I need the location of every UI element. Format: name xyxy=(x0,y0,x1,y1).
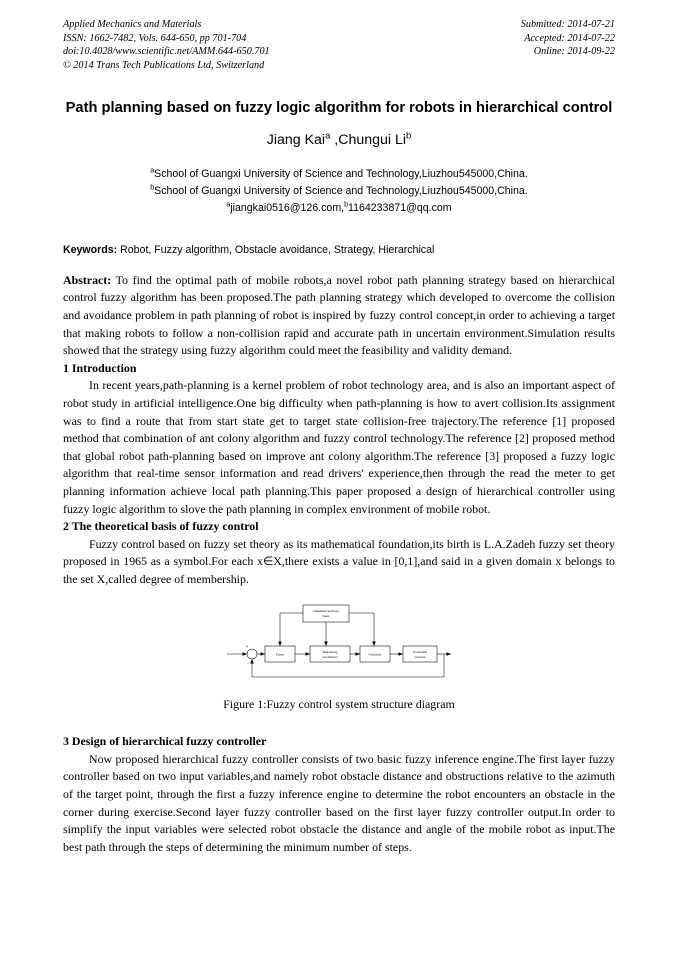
affiliation-sup-a: a xyxy=(150,167,155,175)
block-label-precision: Precision xyxy=(368,652,382,657)
email-address-1: jiangkai0516@126.com, xyxy=(230,202,345,215)
email-sup-a: a xyxy=(226,201,231,209)
author-sup-1: a xyxy=(325,130,331,141)
journal-header xyxy=(63,18,615,72)
email-sup-b: b xyxy=(344,201,348,209)
block-label-reasoning-1: Reasoning xyxy=(322,649,338,654)
author-name-2: Chungui Li xyxy=(338,132,407,149)
affiliation-sup-b: b xyxy=(150,184,155,192)
journal-name: Applied Mechanics and Materials xyxy=(63,19,202,30)
abstract-label: Abstract: xyxy=(63,272,112,287)
author-list xyxy=(63,131,615,149)
email-address-2: 1164233871@qq.com xyxy=(347,202,452,215)
date-accepted: Accepted: 2014-07-22 xyxy=(524,32,615,44)
block-label-database-1: Database and rule xyxy=(313,608,339,613)
figure-caption: Figure 1:Fuzzy control system structure diagram xyxy=(223,696,455,711)
affiliation-list xyxy=(63,166,615,199)
keywords-line xyxy=(63,243,615,258)
sign-plus: + xyxy=(245,643,249,649)
summing-junction xyxy=(247,649,257,659)
section-body-1: In recent years,path-planning is a kernel problem of robot technology area, and is also an important aspect of robot study in artificial intelligence.One big difficulty when path-planning is how to avert collision.Its assignment was to find a route that from start state get to target state collision-free trajectory.The reference [1] proposed method that combination of ant colony algorithm and fuzzy control technology.The reference [2] proposed method that global robot path-planning based on improve ant colony algorithm.The reference [3] proposed a fuzzy logic algorithm that real-time sensor information and read drivers' experience,then through the read the meter to get planning information achieve local path planning.This paper proposed a design of hierarchical controller using fuzzy logic algorithm to slove the path planning in complex environment of mobile robot. xyxy=(63,378,615,516)
section-heading-3: 3 Design of hierarchical fuzzy controller xyxy=(63,734,267,749)
block-label-process-1: Controlled xyxy=(412,649,428,654)
journal-header-left xyxy=(63,18,270,72)
journal-issn: ISSN: 1662-7482, Vols. 644-650, pp 701-704 xyxy=(63,32,247,44)
paper-title: Path planning based on fuzzy logic algorithm for robots in hierarchical control xyxy=(65,100,613,117)
section-body-2: Fuzzy control based on fuzzy set theory as its mathematical foundation,its birth is L.A.Zadeh fuzzy set theory proposed in 1965 as a symbol.For each x∈X,there exists a value in [0,1],and said in a given domain x belongs to the set X,called degree of membership. xyxy=(63,536,615,586)
journal-doi: doi:10.4028/www.scientific.net/AMM.644-650.701 xyxy=(63,46,270,58)
affiliation-text-b: School of Guangxi University of Science and Technology,Liuzhou545000,China. xyxy=(154,184,528,197)
keywords-value: Robot, Fuzzy algorithm, Obstacle avoidance, Strategy, Hierarchical xyxy=(120,243,435,256)
journal-copyright: © 2014 Trans Tech Publications Ltd, Switzerland xyxy=(63,59,265,71)
section-heading-2: 2 The theoretical basis of fuzzy control xyxy=(63,519,259,534)
section-heading-1: 1 Introduction xyxy=(63,360,137,375)
block-label-process-2: process xyxy=(414,654,426,659)
abstract-text: To find the optimal path of mobile robots,a novel robot path planning strategy based on hierarchical control fuzzy algorithm has been proposed.The path planning strategy which developed to overcome the collision and avoidance problem in path planning of robot is inspired by fuzzy control concept,in order to achieving a target that making robots to follow a non-collision rapid and accurate path in uncertain environment.Simulation results showed that the strategy using fuzzy algorithm could meet the feasibility and validity demand. xyxy=(63,272,615,358)
date-online: Online: 2014-09-22 xyxy=(533,46,615,58)
affiliation-b xyxy=(63,183,615,200)
block-label-reasoning-2: mechanism xyxy=(322,654,338,659)
block-reasoning xyxy=(310,646,350,662)
section-body-3: Now proposed hierarchical fuzzy controller consists of two basic fuzzy inference engine.The first layer fuzzy controller based on two input variables,and namely robot obstacle distance and obstructions relative to the azimuth of the target point, through the first a fuzzy inference engine to determine the robot encounters an obstacle in the corner during exercise.Second layer fuzzy controller based on the first layer fuzzy controller output.In order to simplify the input variables were selected robot obstacle the distance and angle of the mobile robot as input.The best path through the steps of determining the minimum number of steps. xyxy=(63,751,615,854)
affiliation-a xyxy=(63,166,615,183)
block-label-fuzzy: Fuzzy xyxy=(275,652,285,657)
author-name-1: Jiang Kai xyxy=(266,132,326,149)
sign-minus: - xyxy=(247,660,249,666)
email-line xyxy=(63,200,615,217)
author-separator: , xyxy=(330,132,339,149)
journal-header-right xyxy=(521,18,615,59)
fuzzy-control-block-diagram xyxy=(227,602,451,684)
author-sup-2: b xyxy=(406,130,412,141)
date-submitted: Submitted: 2014-07-21 xyxy=(520,19,615,30)
page-content xyxy=(63,18,615,856)
abstract-block xyxy=(63,272,615,360)
figure-1 xyxy=(63,602,615,714)
affiliation-text-a: School of Guangxi University of Science and Technology,Liuzhou545000,China. xyxy=(154,168,528,181)
block-process xyxy=(403,646,437,662)
block-label-database-2: base xyxy=(322,613,330,618)
keywords-label: Keywords: xyxy=(63,243,118,256)
